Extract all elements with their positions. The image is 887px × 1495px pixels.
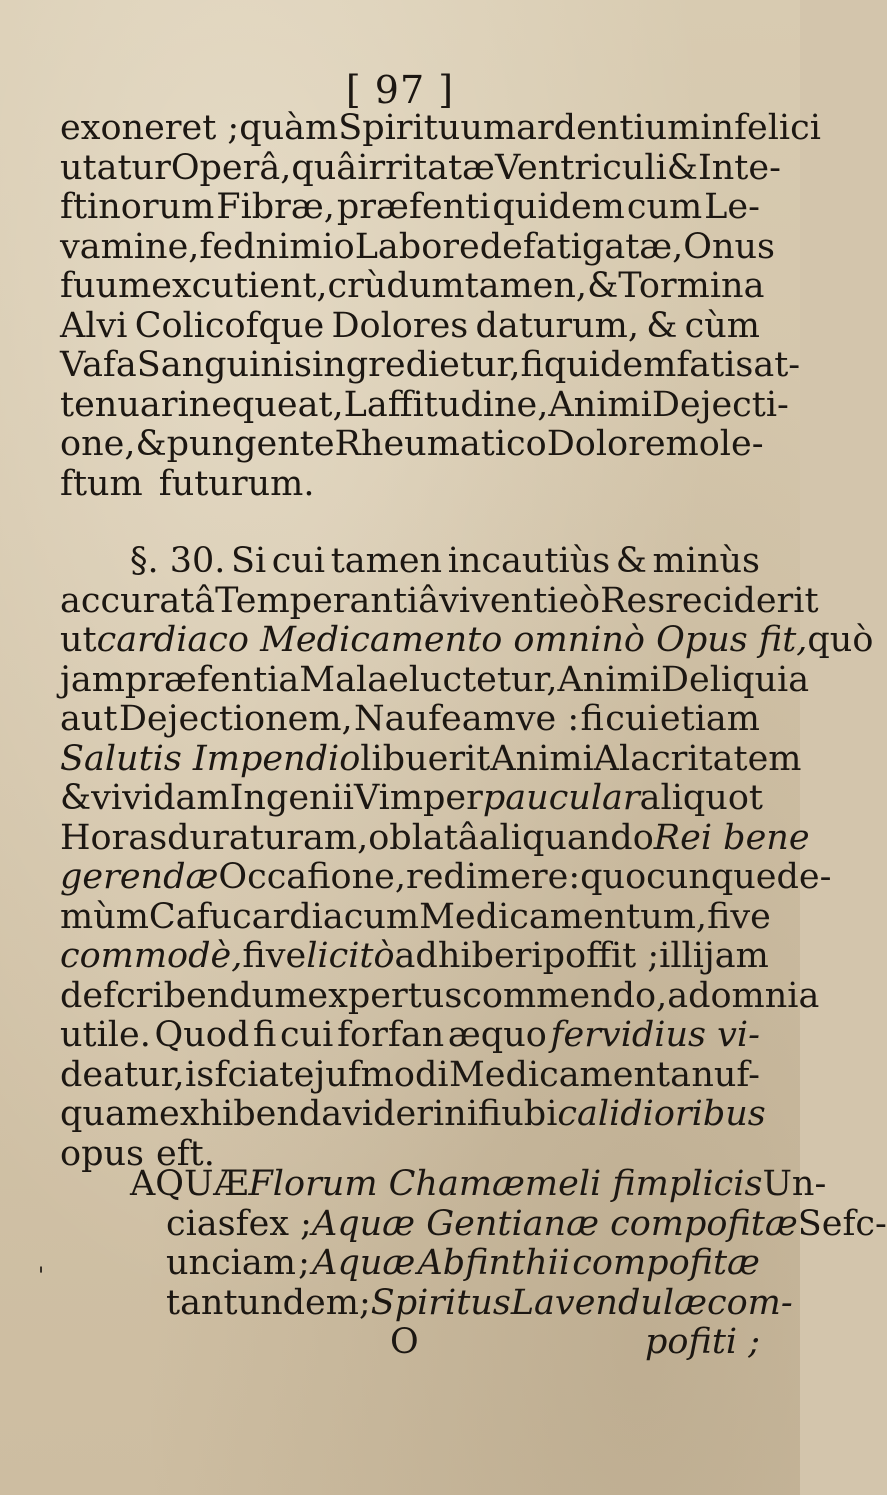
text-line	[60, 424, 764, 465]
italic-phrase: Abfinthii	[417, 1243, 571, 1283]
word: Rheumatico	[334, 424, 547, 464]
word: AQUÆ	[130, 1164, 249, 1204]
word: Quod	[154, 1015, 250, 1055]
word: Sefc-	[797, 1203, 887, 1244]
word: fed	[199, 226, 256, 267]
word: ut	[60, 620, 97, 660]
word: de-	[776, 857, 832, 897]
word: vamine,	[60, 226, 200, 267]
word: tamen	[330, 541, 443, 581]
word: forfan	[337, 1015, 445, 1055]
page-number: [ 97 ]	[345, 68, 455, 112]
text-line	[60, 738, 802, 780]
word: cùm	[684, 305, 760, 346]
margin-mark: '	[38, 1264, 45, 1289]
word: defatigatæ,	[479, 226, 684, 267]
word: nimio	[255, 226, 355, 267]
word: Spirituum	[338, 108, 517, 148]
word: Animi	[557, 659, 661, 700]
word: nuf-	[691, 1054, 760, 1095]
catchword: pofiti ;	[645, 1322, 760, 1362]
word: infelici	[700, 108, 821, 148]
word: Res	[600, 580, 666, 621]
text-line	[60, 659, 810, 701]
word: præfenti	[336, 187, 491, 227]
word: jam	[60, 659, 125, 700]
italic-phrase: commodè,	[60, 936, 243, 976]
text-line	[60, 1056, 760, 1096]
word: Alacritatem	[593, 738, 802, 779]
word: &	[60, 778, 92, 818]
italic-phrase: Aquæ Gentianæ compofitæ	[311, 1203, 798, 1244]
word: Horas	[60, 817, 168, 858]
word: per	[423, 778, 483, 818]
word: quocunque	[580, 857, 777, 897]
word: ;	[298, 1243, 310, 1283]
word: tenuari	[60, 384, 189, 425]
paragraph-1	[60, 108, 821, 504]
word: Deliquia	[660, 659, 810, 700]
word: Medicamenta	[448, 1054, 691, 1095]
word: vividam	[91, 778, 230, 818]
text-line	[60, 542, 760, 582]
text-line	[60, 226, 776, 268]
word: Cafu	[148, 896, 233, 937]
word: ingredietur,	[312, 345, 521, 385]
italic-phrase: fervidius vi-	[550, 1015, 760, 1055]
word: poffit ;	[542, 936, 660, 976]
text-line	[60, 1203, 887, 1245]
word: commendo,	[462, 975, 668, 1016]
text-line	[60, 620, 874, 661]
word: futurum.	[158, 463, 315, 504]
catchword-line	[60, 1323, 760, 1363]
word: tamen,	[464, 266, 588, 306]
word: ;	[358, 1282, 371, 1323]
word: cardiacum	[232, 896, 420, 937]
word: &	[135, 424, 167, 464]
word: cui	[605, 699, 659, 739]
word: ubi	[501, 1094, 558, 1134]
word: Ventriculi	[494, 147, 667, 188]
text-line	[60, 896, 771, 938]
word: quò	[807, 620, 874, 660]
word: Medicamentum,	[419, 896, 708, 937]
word: fex ;	[235, 1203, 312, 1244]
italic-phrase: Lavendulæ	[510, 1282, 707, 1323]
word: utile.	[60, 1015, 151, 1055]
word: crùdum	[327, 266, 465, 306]
word: aliquot	[639, 778, 763, 818]
text-line	[60, 465, 760, 505]
word: cui	[280, 1015, 334, 1055]
italic-phrase: compofitæ	[572, 1243, 760, 1283]
word: tantundem	[166, 1282, 359, 1323]
text-line	[60, 345, 801, 386]
text-line	[60, 1016, 760, 1056]
word: exoneret ;	[60, 108, 240, 148]
word: eò	[558, 580, 601, 621]
word: nequeat,	[188, 384, 344, 425]
word: etiam	[659, 699, 760, 739]
word: Inte-	[697, 147, 781, 188]
word: Onus	[683, 226, 776, 267]
word: fi	[252, 1015, 277, 1055]
italic-phrase: gerendæ	[60, 857, 219, 897]
italic-phrase: calidioribus	[557, 1094, 766, 1134]
word: æquo	[447, 1015, 547, 1055]
word: deatur,	[60, 1054, 185, 1095]
word: ftum	[60, 463, 143, 504]
paragraph-2	[60, 541, 874, 1174]
word: exhibenda	[159, 1094, 343, 1134]
italic-phrase: Salutis Impendio	[60, 738, 361, 779]
italic-phrase: Rei bene	[653, 817, 810, 858]
italic-phrase: Spiritus	[370, 1282, 511, 1323]
text-line	[60, 817, 810, 859]
word: ftinorum	[60, 187, 215, 227]
word: ejufmodi	[293, 1054, 449, 1095]
word: quâ	[291, 147, 358, 188]
word: five	[707, 896, 771, 937]
word: is	[185, 1054, 215, 1095]
word: Dolores	[331, 305, 469, 346]
word: omnia	[710, 975, 820, 1016]
word: Alvi	[60, 305, 128, 346]
text-line	[60, 700, 760, 740]
word: &	[646, 305, 678, 346]
text-line	[60, 1282, 793, 1324]
word: fiquidem	[520, 345, 677, 385]
italic-phrase: Aquæ	[312, 1243, 416, 1283]
word: mole-	[665, 424, 764, 464]
word: pungente	[166, 424, 335, 464]
text-line	[60, 1164, 827, 1205]
word: libuerit	[360, 738, 491, 779]
word: Labore	[354, 226, 480, 267]
text-line	[60, 147, 781, 189]
signature-mark: O	[390, 1322, 419, 1362]
word: quidem	[492, 187, 625, 227]
word: eluctetur,	[388, 659, 558, 700]
italic-phrase: paucular	[482, 778, 640, 818]
word: irritatæ	[357, 147, 495, 188]
text-line	[60, 307, 760, 347]
text-line	[60, 384, 789, 426]
word: Si	[231, 541, 267, 581]
word: Colicofque	[134, 305, 325, 346]
word: nifi	[444, 1094, 502, 1134]
word: Temperantiâ	[215, 580, 440, 621]
word: Dejecti-	[651, 384, 789, 425]
word: videri	[342, 1094, 445, 1134]
word: fuum	[60, 266, 152, 306]
word: cias	[166, 1203, 236, 1244]
word: Mala	[299, 659, 389, 700]
word: Sanguinis	[136, 345, 312, 385]
word: viventi	[439, 580, 559, 621]
text-line	[60, 857, 832, 898]
text-line	[60, 108, 821, 149]
word: Dolore	[546, 424, 666, 464]
word: Vafa	[60, 345, 137, 385]
word: Dejectionem,	[118, 699, 353, 739]
text-line	[60, 975, 820, 1017]
word: Animi	[490, 738, 594, 779]
section-number: §. 30.	[130, 541, 226, 581]
word: ad	[667, 975, 711, 1016]
word: aliquando	[478, 817, 654, 858]
word: Un-	[762, 1164, 827, 1204]
word: at-	[753, 345, 801, 385]
text-line	[60, 188, 760, 228]
word: Operâ,	[170, 147, 292, 188]
word: fatis	[676, 345, 754, 385]
paragraph-3	[60, 1164, 887, 1363]
word: &	[666, 147, 698, 188]
word: duraturam,	[167, 817, 369, 858]
word: adhiberi	[394, 936, 543, 976]
word: cum	[626, 187, 703, 227]
word: Ingenii	[229, 778, 354, 818]
word: oblatâ	[368, 817, 479, 858]
word: Le-	[704, 187, 760, 227]
word: Animi	[548, 384, 652, 425]
word: Tormina	[618, 266, 765, 306]
word: ardentium	[516, 108, 701, 148]
word: utatur	[60, 147, 171, 188]
text-line	[60, 266, 765, 307]
word: jam	[703, 936, 769, 976]
text-line	[60, 778, 763, 819]
word: Laffitudine,	[343, 384, 549, 425]
text-line	[60, 936, 769, 977]
italic-phrase: Florum Chamæmeli fimplicis	[248, 1164, 763, 1204]
text-line	[60, 1094, 766, 1135]
text-line	[60, 1244, 760, 1284]
word: quàm	[239, 108, 339, 148]
italic-phrase: com-	[707, 1282, 793, 1323]
word: one,	[60, 424, 136, 464]
word: quam	[60, 1094, 160, 1134]
italic-phrase: licitò	[306, 936, 395, 976]
italic-phrase: cardiaco Medicamento omninò Opus fit,	[96, 620, 808, 660]
word: mùm	[60, 896, 149, 937]
word: redimere:	[405, 857, 581, 897]
word: &	[615, 541, 647, 581]
word: Naufeamve :	[354, 699, 580, 739]
word: Vim	[353, 778, 424, 818]
word: Fibræ,	[216, 187, 335, 227]
word: excutient,	[151, 266, 328, 306]
word: &	[587, 266, 619, 306]
word: daturum,	[475, 305, 639, 346]
word: defcribendum	[60, 975, 308, 1016]
text-line	[60, 580, 819, 622]
word: præfentia	[124, 659, 300, 700]
word: illi	[659, 936, 704, 976]
word: five	[242, 936, 307, 976]
word: minùs	[652, 541, 760, 581]
word: expertus	[307, 975, 463, 1016]
word: accuratâ	[60, 580, 216, 621]
word: eft.	[155, 1133, 215, 1174]
word: cui	[271, 541, 326, 581]
word: reciderit	[665, 580, 819, 621]
word: incautiùs	[447, 541, 611, 581]
word: fi	[580, 699, 604, 739]
word: Occafione,	[218, 857, 406, 897]
word: opus	[60, 1133, 144, 1174]
word: unciam	[166, 1243, 296, 1283]
word: fciat	[214, 1054, 294, 1095]
word: aut	[60, 699, 118, 739]
